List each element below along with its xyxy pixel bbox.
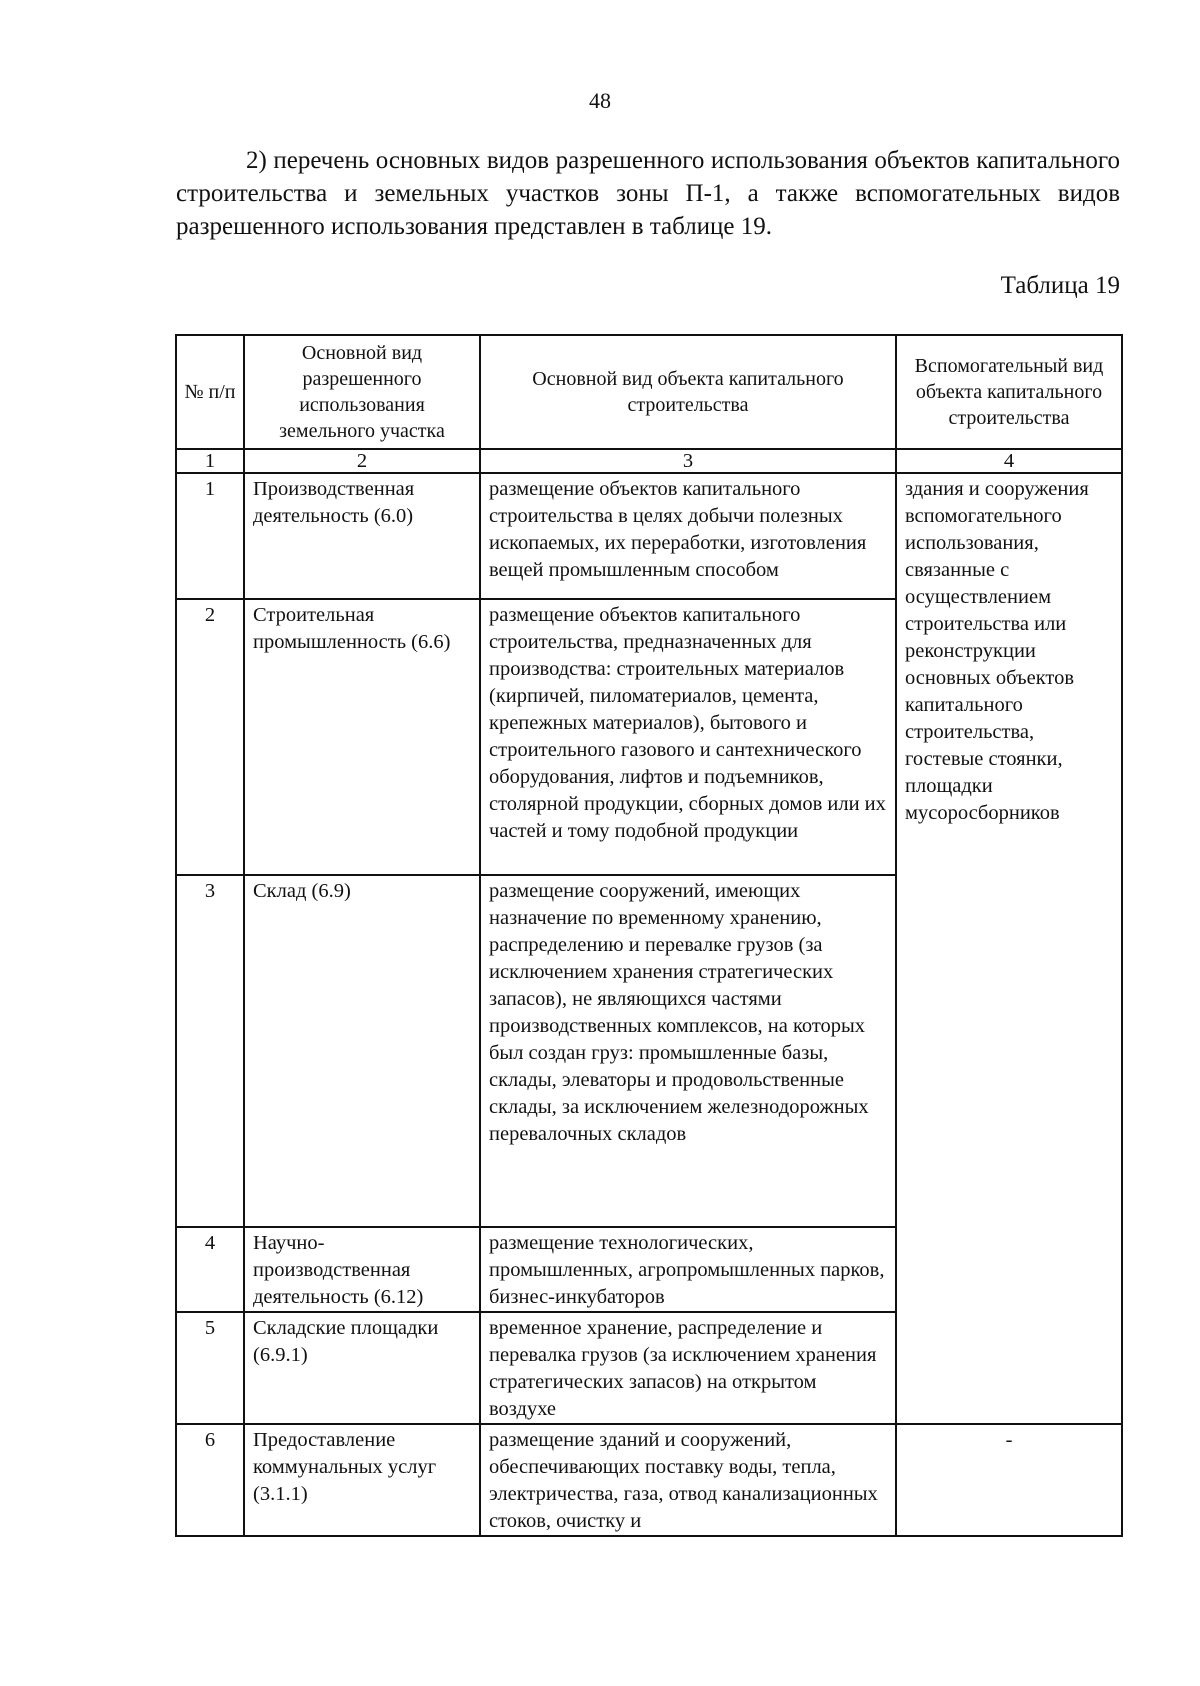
column-number: 3: [480, 449, 896, 473]
auxiliary-shared-cell: здания и сооружения вспомогательного использования, связанные с осуществлением строительства или реконструкции основных объектов капитального строительства, гостевые стоянки, площадки мусоросборников: [896, 473, 1122, 1424]
row-land-use: Строительная промышленность (6.6): [244, 599, 480, 875]
column-number: 1: [176, 449, 244, 473]
table-row: [176, 473, 1122, 599]
table-caption: Таблица 19: [1000, 272, 1120, 299]
row-land-use: Научно-производственная деятельность (6.12): [244, 1227, 480, 1312]
row-object: размещение технологических, промышленных, агропромышленных парков, бизнес-инкубаторов: [480, 1227, 896, 1312]
row-object: размещение сооружений, имеющих назначение по временному хранению, распределению и перевалке грузов (за исключением хранения стратегических запасов), не являющихся частями производственных комплексов, на которых был создан груз: промышленные базы, склады, элеваторы и продовольственные склады, за исключением железнодорожных перевалочных складов: [480, 875, 896, 1227]
row-object: размещение зданий и сооружений, обеспечивающих поставку воды, тепла, электричества, газа, отвод канализационных стоков, очистку и: [480, 1424, 896, 1536]
row-number: 6: [176, 1424, 244, 1536]
header-land-use: Основной вид разрешенного использования земельного участка: [244, 335, 480, 449]
header-auxiliary: Вспомогательный вид объекта капитального строительства: [896, 335, 1122, 449]
page-number: 48: [589, 88, 611, 113]
column-number-row: [176, 449, 1122, 473]
row-object: временное хранение, распределение и перевалка грузов (за исключением хранения стратегических запасов) на открытом воздухе: [480, 1312, 896, 1424]
row-number: 2: [176, 599, 244, 875]
row-land-use: Складские площадки (6.9.1): [244, 1312, 480, 1424]
row-number: 5: [176, 1312, 244, 1424]
row-land-use: Склад (6.9): [244, 875, 480, 1227]
intro-paragraph: 2) перечень основных видов разрешенного использования объектов капитального строительства и земельных участков зоны П-1, а также вспомогательных видов разрешенного использования представлен в таблице 19.: [176, 147, 1120, 240]
row-land-use: Предоставление коммунальных услуг (3.1.1): [244, 1424, 480, 1536]
column-number: 2: [244, 449, 480, 473]
row-object: размещение объектов капитального строительства, предназначенных для производства: строительных материалов (кирпичей, пиломатериалов, цемента, крепежных материалов), бытового и строительного газового и сантехнического оборудования, лифтов и подъемников, столярной продукции, сборных домов или их частей и тому подобной продукции: [480, 599, 896, 875]
table-row: [176, 1424, 1122, 1536]
column-number: 4: [896, 449, 1122, 473]
row-land-use: Производственная деятельность (6.0): [244, 473, 480, 599]
row-auxiliary: -: [896, 1424, 1122, 1536]
table-header-row: [176, 335, 1122, 449]
row-object: размещение объектов капитального строительства в целях добычи полезных ископаемых, их переработки, изготовления вещей промышленным способом: [480, 473, 896, 599]
zoning-table: [175, 334, 1123, 1537]
row-number: 4: [176, 1227, 244, 1312]
header-number: № п/п: [176, 335, 244, 449]
row-number: 3: [176, 875, 244, 1227]
row-number: 1: [176, 473, 244, 599]
header-object: Основной вид объекта капитального строительства: [480, 335, 896, 449]
